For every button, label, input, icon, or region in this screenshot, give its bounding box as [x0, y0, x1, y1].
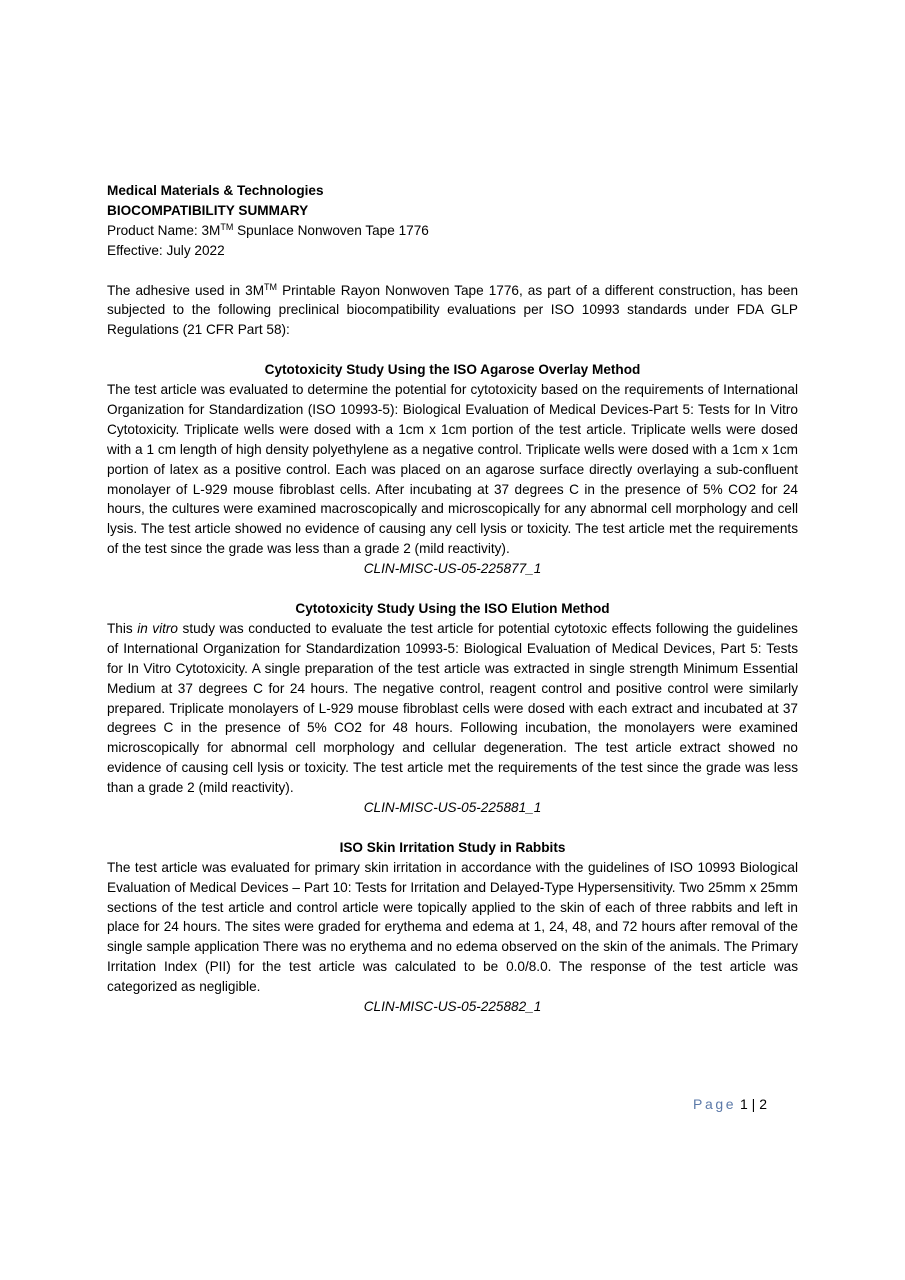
trademark-mark: TM — [220, 221, 234, 232]
reference-id: CLIN-MISC-US-05-225877_1 — [363, 561, 542, 577]
reference-id: CLIN-MISC-US-05-225881_1 — [363, 800, 542, 816]
section-title: Cytotoxicity Study Using the ISO Elution Method — [295, 600, 610, 616]
page-number: 1 | 2 — [740, 1096, 767, 1112]
product-name-rest: Spunlace Nonwoven Tape 1776 — [233, 222, 429, 238]
section-skin-irritation — [107, 838, 798, 1017]
trademark-mark: TM — [264, 281, 278, 292]
document-title: BIOCOMPATIBILITY SUMMARY — [107, 202, 309, 218]
company-name: Medical Materials & Technologies — [107, 183, 324, 198]
section-agarose-overlay — [107, 360, 798, 579]
section-body: The test article was evaluated to determine the potential for cytotoxicity based on the requirements of International Organization for Standardization (ISO 10993-5): Biological Evaluation of Medical Devices-Part 5: Tests for In Vitro Cytotoxicity. Triplicate wells were dosed with a 1cm x 1cm portion of the test article. Triplicate wells were dosed with a 1 cm length of high density polyethylene as a negative control. Triplicate wells were dosed with a 1cm x 1cm portion of latex as a positive control. Each was placed on an agarose surface directly overlaying a sub-confluent monolayer of L-929 mouse fibroblast cells. After incubating at 37 degrees C in the presence of 5% CO2 for 24 hours, the cultures were examined macroscopically and microscopically for any abnormal cell morphology and cell lysis. The test article showed no evidence of causing any cell lysis or toxicity. The test article met the requirements of the test since the grade was less than a grade 2 (mild reactivity). — [107, 382, 798, 557]
page-footer — [693, 1094, 767, 1114]
section-title: Cytotoxicity Study Using the ISO Agarose Overlay Method — [264, 362, 641, 378]
reference-id: CLIN-MISC-US-05-225882_1 — [363, 999, 542, 1015]
effective-date: Effective: July 2022 — [107, 242, 225, 258]
section-body — [107, 619, 798, 798]
section-title: ISO Skin Irritation Study in Rabbits — [339, 839, 566, 855]
intro-text-start: The adhesive used in 3M — [107, 282, 265, 298]
intro-paragraph — [107, 281, 798, 341]
document-header — [107, 181, 798, 261]
page-label: Page — [693, 1096, 737, 1112]
product-name-label: Product Name: 3M — [107, 222, 221, 238]
section-body-italic: in vitro — [137, 620, 178, 636]
intro-text-rest: Printable Rayon Nonwoven Tape 1776, as part of a different construction, has been subjected to the following preclinical biocompatibility evaluations per ISO 10993 standards under FDA GLP Regulations (21 CFR Part 58): — [107, 282, 799, 338]
section-body-start: This — [107, 620, 138, 636]
section-body-rest: study was conducted to evaluate the test article for potential cytotoxic effects following the guidelines of International Organization for Standardization 10993-5: Biological Evaluation of Medical Devices, Part 5: Tests for In Vitro Cytotoxicity. A single preparation of the test article was extracted in single strength Minimum Essential Medium at 37 degrees C for 24 hours. The negative control, reagent control and positive control were similarly prepared. Triplicate monolayers of L-929 mouse fibroblast cells were dosed with each extract and incubated at 37 degrees C in the presence of 5% CO2 for 48 hours. Following incubation, the monolayers were examined microscopically for abnormal cell morphology and cellular degeneration. The test article extract showed no evidence of causing cell lysis or toxicity. The test article met the requirements of the test since the grade was less than a grade 2 (mild reactivity). — [107, 620, 798, 796]
section-elution — [107, 599, 798, 818]
product-name — [107, 221, 798, 241]
document-content — [107, 181, 798, 1017]
section-body: The test article was evaluated for primary skin irritation in accordance with the guidelines of ISO 10993 Biological Evaluation of Medical Devices – Part 10: Tests for Irritation and Delayed-Type Hypersensitivity. Two 25mm x 25mm sections of the test article and control article were topically applied to the skin of each of three rabbits and left in place for 24 hours. The sites were graded for erythema and edema at 1, 24, 48, and 72 hours after removal of the single sample application There was no erythema and no edema observed on the skin of the animals. The Primary Irritation Index (PII) for the test article was calculated to be 0.0/8.0. The response of the test article was categorized as negligible. — [107, 859, 798, 995]
